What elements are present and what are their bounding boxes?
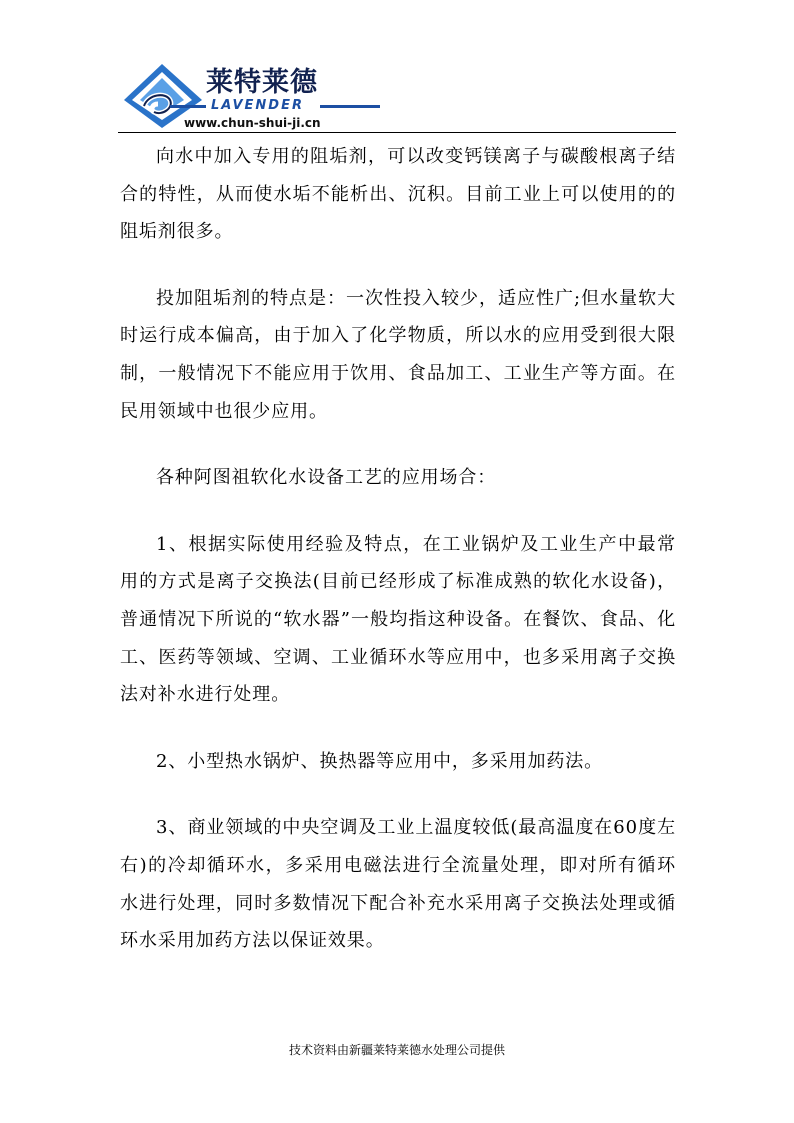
paragraph: 1、根据实际使用经验及特点，在工业锅炉及工业生产中最常用的方式是离子交换法(目前已经形成了标准成熟的软化水设备)，普通情况下所说的“软水器”一般均指这种设备。在餐饮、食品、化工、医药等领域、空调、工业循环水等应用中，也多采用离子交换法对补水进行处理。: [120, 533, 676, 706]
header-divider: [118, 132, 676, 133]
paragraph: 3、商业领域的中央空调及工业上温度较低(最高温度在60度左右)的冷却循环水，多采用电磁法进行全流量处理，即对所有循环水进行处理，同时多数情况下配合补充水采用离子交换法处理或循环水采用加药方法以保证效果。: [120, 817, 676, 952]
paragraph: 投加阻垢剂的特点是：一次性投入较少，适应性广;但水量软大时运行成本偏高，由于加入了化学物质，所以水的应用受到很大限制，一般情况下不能应用于饮用、食品加工、工业生产等方面。在民用领域中也很少应用。: [120, 287, 676, 422]
brand-name-en: LAVENDER: [208, 98, 307, 113]
brand-name-cn: 莱特莱德: [206, 67, 318, 98]
document-body: [120, 138, 676, 989]
paragraph: 各种阿图祖软化水设备工艺的应用场合：: [156, 467, 497, 489]
page-footer: 技术资料由新疆莱特莱德水处理公司提供: [288, 1043, 505, 1057]
brand-line-left: [170, 105, 206, 108]
brand-name-en-row: [170, 98, 380, 114]
brand-url: www.chun-shui-ji.cn: [184, 116, 321, 130]
page-header: [118, 50, 678, 136]
paragraph: 2、小型热水锅炉、换热器等应用中，多采用加药法。: [156, 750, 604, 772]
brand-line-right: [320, 105, 380, 108]
paragraph: 向水中加入专用的阻垢剂，可以改变钙镁离子与碳酸根离子结合的特性，从而使水垢不能析出、沉积。目前工业上可以使用的的阻垢剂很多。: [120, 146, 676, 243]
